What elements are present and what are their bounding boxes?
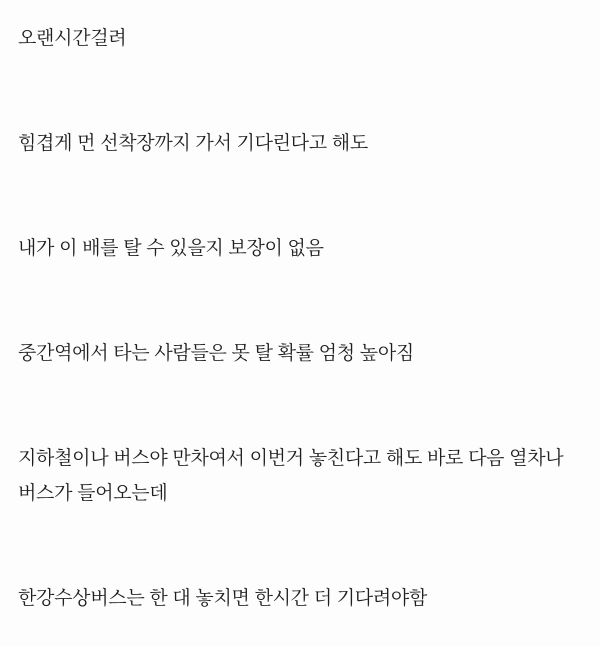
post-paragraph: 한강수상버스는 한 대 놓치면 한시간 더 기다려야함 (18, 588, 428, 609)
post-paragraph: 오랜시간걸려 (18, 28, 127, 49)
post-paragraph: 힘겹게 먼 선착장까지 가서 기다린다고 해도 (18, 133, 368, 154)
post-paragraph: 내가 이 배를 탈 수 있을지 보장이 없음 (18, 238, 324, 259)
post-paragraph: 중간역에서 타는 사람들은 못 탈 확률 엄청 높아짐 (18, 343, 414, 364)
post-paragraph: 지하철이나 버스야 만차여서 이번거 놓친다고 해도 바로 다음 열차나 버스가 들어오는데 (18, 448, 564, 504)
